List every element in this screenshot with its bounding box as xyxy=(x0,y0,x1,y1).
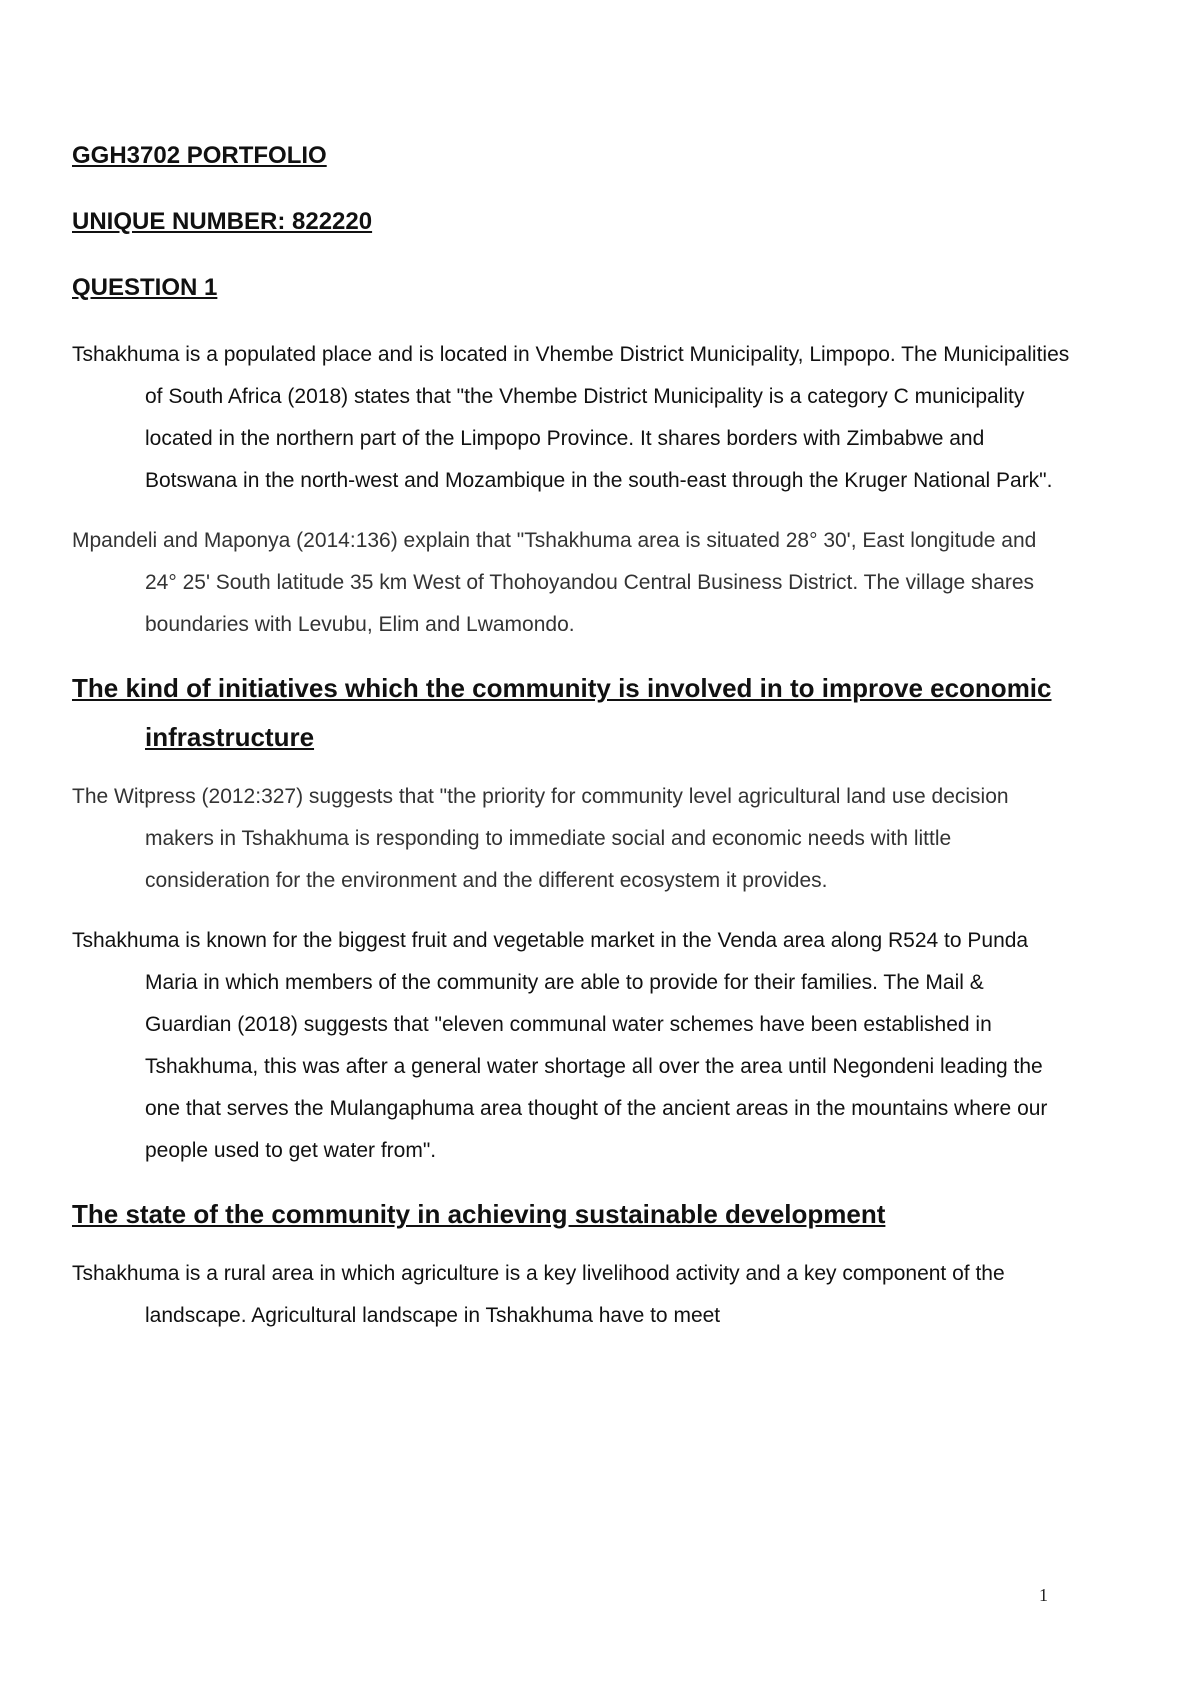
document-body xyxy=(72,140,1072,1355)
document-title: GGH3702 PORTFOLIO xyxy=(72,142,327,169)
question-heading: QUESTION 1 xyxy=(72,274,218,301)
paragraph-location: Tshakhuma is a populated place and is located in Vhembe District Municipality, Limpopo. The Municipalities of South Africa (2018) states that "the Vhembe District Municipality is a category C municipality located in the northern part of the Limpopo Province. It shares borders with Zimbabwe and Botswana in the north-west and Mozambique in the south-east through the Kruger National Park". xyxy=(72,343,1070,492)
paragraph-market: Tshakhuma is known for the biggest fruit and vegetable market in the Venda area along R524 to Punda Maria in which members of the community are able to provide for their families. The Mail & Guardian (2018) suggests that "eleven communal water schemes have been established in Tshakhuma, this was after a general water shortage all over the area until Negondeni leading the one that serves the Mulangaphuma area thought of the ancient areas in the mountains where our people used to get water from". xyxy=(72,929,1048,1162)
section-heading-initiatives: The kind of initiatives which the community is involved in to improve economic infrastructure xyxy=(72,673,1052,752)
paragraph-coordinates: Mpandeli and Maponya (2014:136) explain that "Tshakhuma area is situated 28° 30', East longitude and 24° 25' South latitude 35 km West of Thohoyandou Central Business District. The village shares boundaries with Levubu, Elim and Lwamondo. xyxy=(72,529,1037,636)
unique-number: UNIQUE NUMBER: 822220 xyxy=(72,208,373,235)
paragraph-rural: Tshakhuma is a rural area in which agriculture is a key livelihood activity and a key component of the landscape. Agricultural landscape in Tshakhuma have to meet xyxy=(72,1262,1005,1327)
page-number: 1 xyxy=(1039,1585,1048,1605)
paragraph-witpress: The Witpress (2012:327) suggests that "the priority for community level agricultural land use decision makers in Tshakhuma is responding to immediate social and economic needs with little consideration for the environment and the different ecosystem it provides. xyxy=(72,785,1009,892)
section-heading-sustainable: The state of the community in achieving sustainable development xyxy=(72,1199,886,1229)
